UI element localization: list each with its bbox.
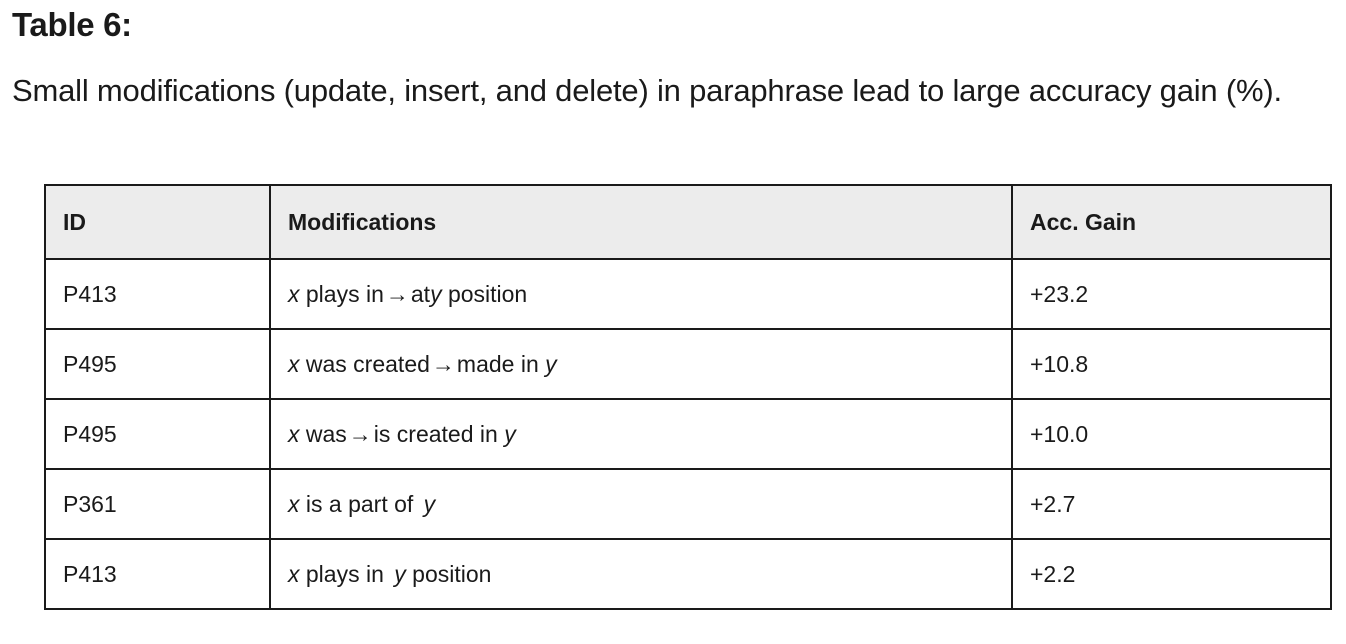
cell-id: P361 <box>45 469 270 539</box>
cell-id: P413 <box>45 539 270 609</box>
mod-text: position <box>405 560 492 587</box>
mod-text: plays in <box>299 560 391 587</box>
table-row <box>45 539 1331 609</box>
cell-modification <box>270 329 1012 399</box>
cell-gain: +10.0 <box>1012 399 1331 469</box>
mod-text: at <box>410 280 431 307</box>
mod-text: was <box>299 420 347 447</box>
header-modifications: Modifications <box>270 185 1012 259</box>
arrow-icon: → <box>431 350 455 377</box>
table-row <box>45 399 1331 469</box>
arrow-icon: → <box>385 280 409 307</box>
header-acc-gain: Acc. Gain <box>1012 185 1331 259</box>
cell-gain: +2.2 <box>1012 539 1331 609</box>
mod-text: is created in <box>373 420 505 447</box>
table-row <box>45 469 1331 539</box>
mod-text: made in <box>456 350 546 377</box>
header-id: ID <box>45 185 270 259</box>
var-y: y <box>545 350 557 377</box>
cell-modification <box>270 399 1012 469</box>
cell-gain: +10.8 <box>1012 329 1331 399</box>
var-y: y <box>423 490 436 517</box>
var-x: x <box>288 420 300 447</box>
cell-gain: +23.2 <box>1012 259 1331 329</box>
var-x: x <box>288 280 300 307</box>
mod-text: position <box>441 280 528 307</box>
mod-text: is a part of <box>299 490 420 517</box>
cell-id: P495 <box>45 329 270 399</box>
mod-text: plays in <box>299 280 384 307</box>
table-caption: Small modifications (update, insert, and delete) in paraphrase lead to large accuracy gain (%). <box>12 73 1282 108</box>
cell-modification <box>270 469 1012 539</box>
var-y: y <box>504 420 516 447</box>
results-table <box>44 184 1332 610</box>
table-header-row <box>45 185 1331 259</box>
table-row <box>45 259 1331 329</box>
var-y: y <box>394 560 406 587</box>
arrow-icon: → <box>348 420 372 447</box>
cell-modification <box>270 539 1012 609</box>
cell-modification <box>270 259 1012 329</box>
var-x: x <box>288 350 300 377</box>
table-title: Table 6: <box>12 6 132 43</box>
cell-gain: +2.7 <box>1012 469 1331 539</box>
var-x: x <box>288 490 300 517</box>
var-x: x <box>288 560 300 587</box>
mod-text: was created <box>299 350 430 377</box>
table-row <box>45 329 1331 399</box>
cell-id: P413 <box>45 259 270 329</box>
var-y: y <box>430 280 442 307</box>
cell-id: P495 <box>45 399 270 469</box>
